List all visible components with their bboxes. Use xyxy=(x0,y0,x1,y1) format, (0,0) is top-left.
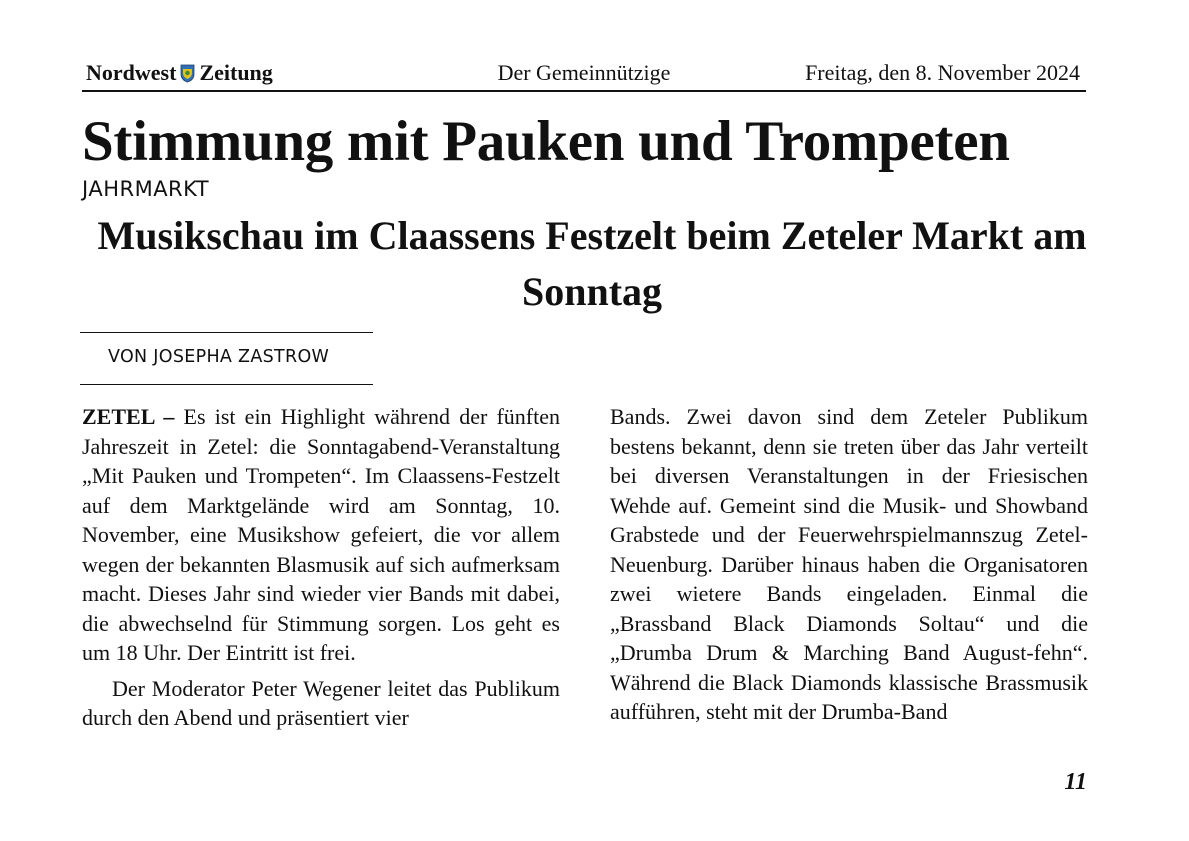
brand-name-right: Zeitung xyxy=(199,60,273,85)
article-paragraph xyxy=(82,402,560,668)
article-subheadline: Musikschau im Claassens Festzelt beim Zeteler Markt am Sonntag xyxy=(97,213,1087,314)
article-column-right xyxy=(610,402,1088,727)
article-headline: Stimmung mit Pauken und Trompeten xyxy=(82,110,1010,173)
masthead xyxy=(82,58,1086,92)
article-kicker: JAHRMARKT xyxy=(82,177,210,201)
paragraph-text: Es ist ein Highlight während der fünften Jahreszeit in Zetel: die Sonntagabend-Veranstaltung „Mit Pauken und Trompeten“. Im Claassens-Festzelt auf dem Marktgelände wird am Sonntag, 10. November, eine Musikshow gefeiert, die vor allem wegen der bekannten Blasmusik auf sich aufmerksam macht. Dieses Jahr sind wieder vier Bands mit dabei, die abwechselnd für Stimmung sorgen. Los geht es um 18 Uhr. Der Eintritt ist frei. xyxy=(82,404,560,665)
section-name: Der Gemeinnützige xyxy=(497,60,671,85)
article-paragraph: Bands. Zwei davon sind dem Zeteler Publikum bestens bekannt, denn sie treten über das Jahr verteilt bei diversen Veranstaltungen in der Friesischen Wehde auf. Gemeint sind die Musik- und Showband Grabstede und der Feuerwehrspielmannszug Zetel-Neuenburg. Darüber hinaus haben die Organisatoren zwei wietere Bands eingeladen. Einmal die „Brassband Black Diamonds Soltau“ und die „Drumba Drum & Marching Band August-fehn“. Während die Black Diamonds klassische Brassmusik aufführen, steht mit der Drumba-Band xyxy=(610,404,1088,724)
page-number: 11 xyxy=(1064,769,1087,795)
byline-box xyxy=(80,332,373,385)
brand-name-left: Nordwest xyxy=(86,60,177,85)
article-column-left xyxy=(82,402,560,733)
issue-date: Freitag, den 8. November 2024 xyxy=(805,60,1080,85)
dateline: ZETEL – xyxy=(82,404,175,429)
article-paragraph: Der Moderator Peter Wegener leitet das Publikum durch den Abend und präsentiert vier xyxy=(82,675,560,730)
article-byline: VON JOSEPHA ZASTROW xyxy=(108,347,330,367)
